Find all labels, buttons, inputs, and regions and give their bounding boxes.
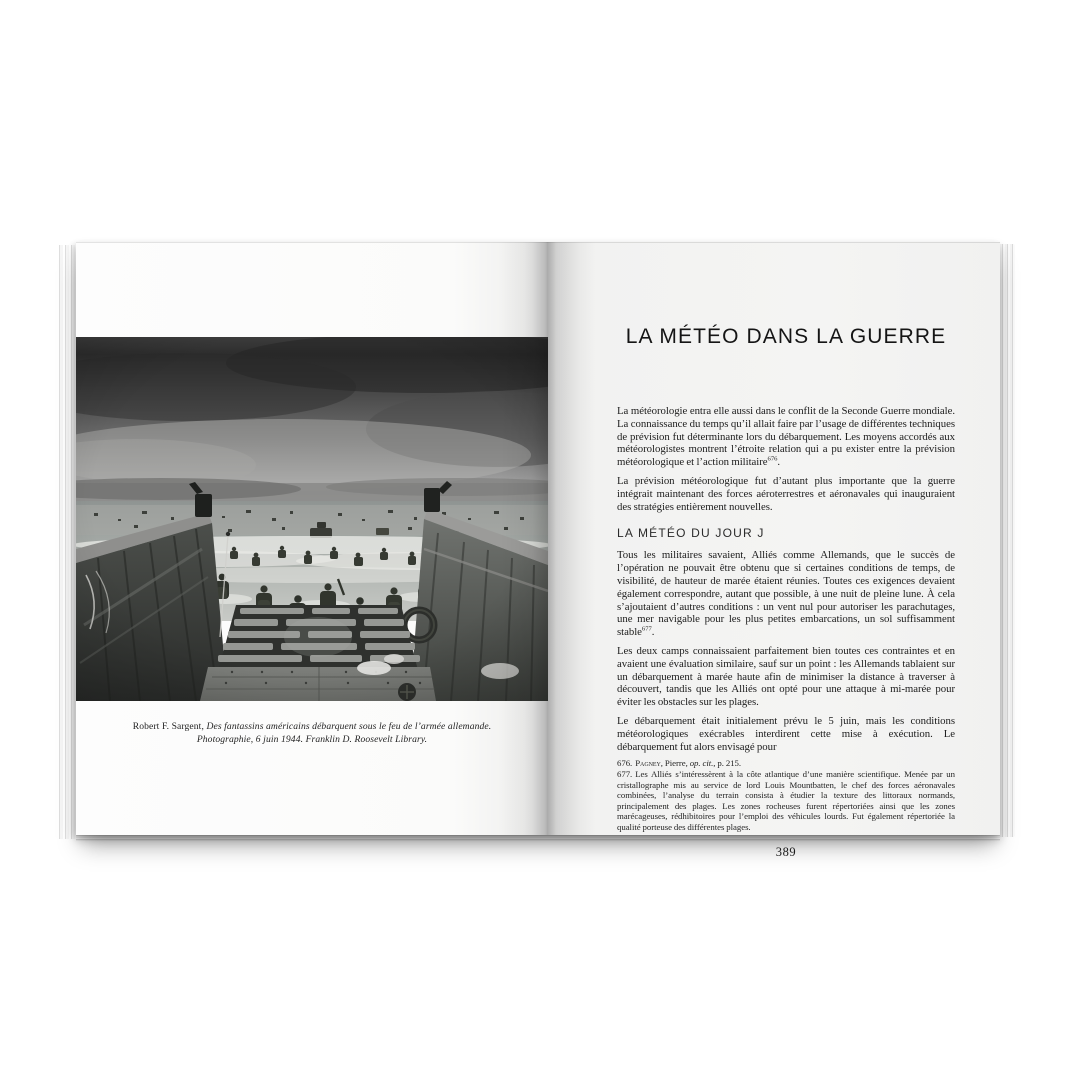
section-paragraph-3: Le débarquement était initialement prévu le 5 juin, mais les conditions météorologiques exécrables interdirent cette mise à exécution. Le débarquement fut alors envisagé pour bbox=[617, 714, 955, 753]
page-stack-left-edge bbox=[57, 245, 76, 839]
open-book bbox=[57, 242, 1015, 860]
footnote-text: , p. 215. bbox=[713, 758, 742, 769]
paragraph-text: . bbox=[651, 626, 655, 639]
caption-credit: Photographie, 6 juin 1944. Franklin D. Roosevelt Library. bbox=[196, 733, 428, 745]
paragraph-text: Tous les militaires savaient, Alliés comme Allemands, que le succès de l’opération ne pouvait être obtenu que si certaines conditions de temps, de visibilité, de hauteur de marée étaient réunies. Toutes ces exigences devaient également correspondre, autant que possible, à une nuit de pleine lune. À cela s’ajoutaient d’autres conditions : un vent nul pour autoriser les parachutages, une mer navigable pour les plus petites embarcations, un sol suffisamment stable bbox=[617, 549, 955, 639]
paragraph-text: La météorologie entra elle aussi dans le conflit de la Seconde Guerre mondiale. La connaissance du temps qu’il allait faire par l’usage de différentes techniques de prévision fut déterminante lors du débarquement. Les moyens accordés aux météorologistes montrent l’étroite relation qui a pu exister entre la prévision météorologique et l’action militaire bbox=[617, 405, 955, 469]
footnote-676 bbox=[617, 758, 955, 769]
left-page bbox=[76, 242, 548, 835]
footnote-cited-work: op. cit. bbox=[689, 758, 714, 769]
footnote-reference: 676 bbox=[767, 455, 778, 463]
footnote-author: Pagney bbox=[635, 758, 661, 769]
photo-caption bbox=[76, 720, 548, 746]
paragraph-text: . bbox=[777, 456, 781, 469]
right-page-text-column bbox=[617, 242, 955, 860]
photo-vignette bbox=[76, 337, 548, 701]
footnote-number: 677. bbox=[617, 768, 633, 779]
page-number: 389 bbox=[775, 845, 797, 860]
right-page bbox=[548, 242, 1000, 860]
caption-work-title: Des fantassins américains débarquent sous le feu de l’armée allemande. bbox=[206, 720, 492, 732]
footnotes-block bbox=[617, 758, 955, 832]
page-stack-right-edge bbox=[1000, 244, 1015, 837]
intro-paragraph-1 bbox=[617, 405, 955, 469]
section-paragraph-1 bbox=[617, 549, 955, 639]
caption-author: Robert F. Sargent, bbox=[132, 720, 207, 732]
section-heading: LA MÉTÉO DU JOUR J bbox=[617, 526, 765, 541]
book-spread bbox=[76, 242, 1000, 860]
intro-paragraph-2: La prévision météorologique fut d’autant plus importante que la guerre intégrait maintenant des forces aéroterrestres et aéronavales qui inauguraient des stratégies entièrement nouvelles. bbox=[617, 474, 955, 513]
footnote-reference: 677 bbox=[641, 625, 652, 633]
footnote-text: Les Alliés s’intéressèrent à la côte atlantique d’une manière scientifique. Menée par un cristallographe mis au service de lord Louis Mountbatten, le chef des forces aéronavales combinées, l’analyse du terrain consista à étudier la texture des littoraux normands, principalement des plages. Les zones rocheuses furent répertoriées ainsi que les zones marécageuses, rédhibitoires pour l’emploi des véhicules lourds. Fut également répertoriée la qualité porteuse des différentes plages. bbox=[617, 768, 955, 832]
section-paragraph-2: Les deux camps connaissaient parfaitement bien toutes ces contraintes et en avaient une évaluation similaire, sauf sur un point : les Allemands tablaient sur un débarquement à marée haute afin de minimiser la distance à traverser à découvert, tandis que les Alliés ont opté pour une attaque à mi-marée pour éviter les obstacles sur les plages. bbox=[617, 644, 955, 709]
chapter-title: LA MÉTÉO DANS LA GUERRE bbox=[625, 325, 947, 348]
footnote-text: , Pierre, bbox=[660, 758, 690, 769]
footnote-677 bbox=[617, 769, 955, 833]
dday-landing-photo bbox=[76, 337, 548, 701]
footnote-number: 676. bbox=[617, 758, 633, 769]
